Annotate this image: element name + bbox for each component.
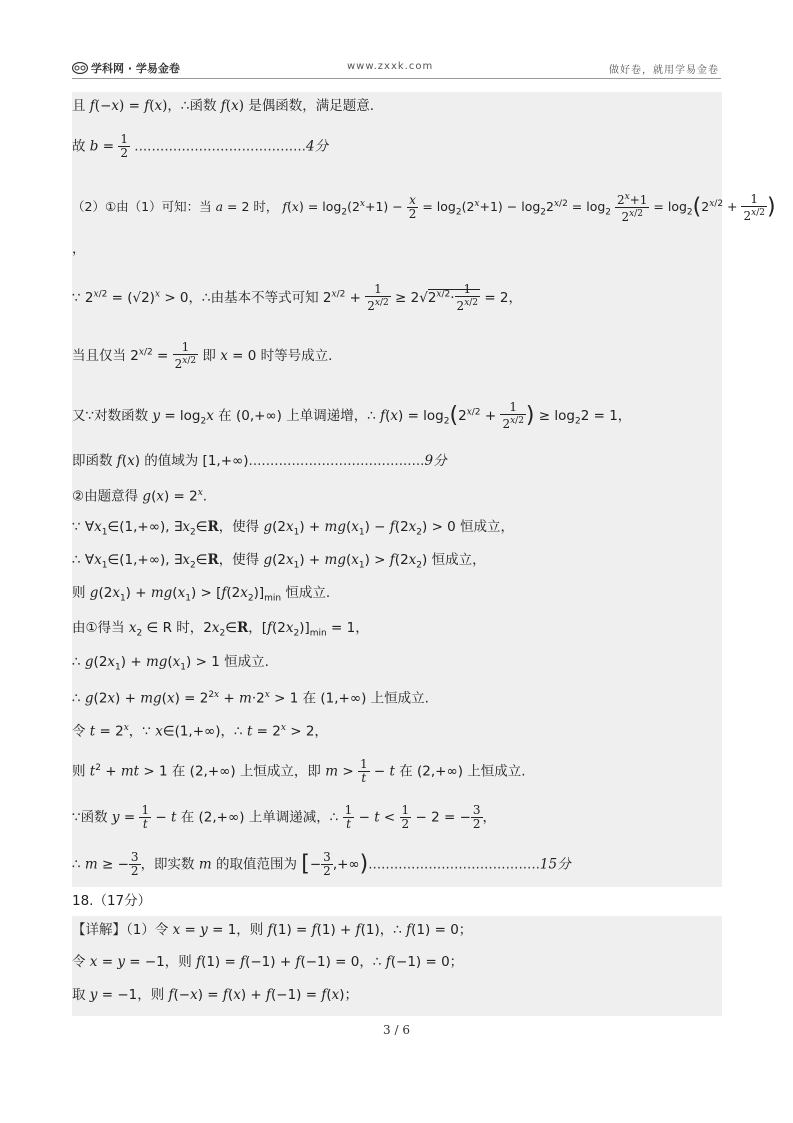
dot-leader: .........................................	[248, 453, 425, 469]
line-17: ∵函数 y = $\frac{1}{t}$ − t 在 (2,+∞) 上单调递减，∴ $\frac{1}{t}$ − t < $\frac{1}{2}$ − 2 = − $\frac{3}{2}$ ，	[72, 803, 497, 831]
line-5: 当且仅当 $2^{x/2}$ = $\frac{1}{2^{x/2}}$ 即 x = 0 时等号成立.	[72, 340, 333, 371]
header-slogan: 做好卷，就用学易金卷	[609, 65, 719, 76]
line-7: 即函数 f(x) 的值域为 [1,+∞).........................................9分	[72, 453, 447, 469]
owl-logo-icon	[72, 62, 88, 74]
line-20: 令 x = y = −1，则 f(1) = f(−1) + f(−1) = 0，∴ f(−1) = 0；	[72, 954, 464, 970]
line-8: ②由题意得 $g(x) = 2^x$.	[72, 488, 208, 505]
page-header	[72, 58, 721, 79]
line-13: ∴ $g(2x_1) + mg(x_1) > 1$ 恒成立.	[72, 654, 269, 673]
score-mark: 15分	[539, 856, 571, 873]
line-1: 且 f(−x) = f(x)，∴函数 f(x) 是偶函数，满足题意.	[72, 98, 375, 114]
site-url: www.zxxk.com	[347, 61, 434, 72]
line-16: 则 $t^2$ + mt > 1 在 (2,+∞) 上恒成立，即 m > $\frac{1}{t}$ − t 在 (2,+∞) 上恒成立.	[72, 757, 526, 785]
logo-text: 学科网 · 学易金卷	[91, 62, 180, 75]
line-21: 取 y = −1，则 f(−x) = f(x) + f(−1) = f(x)；	[72, 987, 359, 1003]
line-19: 【详解】（1）令 x = y = 1，则 f(1) = f(1) + f(1)，∴ f(1) = 0；	[72, 922, 473, 938]
line-18: ∴ m ≥ − $\frac{3}{2}$ ，即实数 m 的取值范围为 [− $\frac{3}{2}$ ,+∞)........................................15分	[72, 850, 571, 878]
line-10: ∴ $\forall x_1\in(1,+\infty)$, $\exists x_2\in R$，使得 $g(2x_1) + mg(x_1) > f(2x_2)$ 恒成立，	[72, 552, 486, 571]
line-11: 则 $g(2x_1) + mg(x_1) > [f(2x_2)]_{min}$ 恒成立.	[72, 585, 331, 604]
line-4: ∵ $2^{x/2} = (√2)^x > 0$，∴由基本不等式可知 $2^{x/2}$ + $\frac{1}{2^{x/2}}$ ≥ $2√2^{x/2}\cdot$ $\frac{1}{2^{x/2}}$ = 2，	[72, 282, 523, 313]
dot-leader: ........................................	[134, 138, 306, 155]
line-3-comma: ，	[72, 241, 86, 257]
line-14: ∴ $g(2x) + mg(x) = 2^{2x} + m\cdot 2^x > 1$ 在 (1,+∞) 上恒成立.	[72, 690, 429, 707]
line-3: （2）①由（1）可知：当 a = 2 时， $f(x) = \log_2(2^x+1)$ − $\frac{x}{2}$ = $\log_2(2^x+1) - \log_22^{x/2} = \log_2$ $\frac{2^x+1}{2^{x/2}}$ = $\log_2(2^{x/2}$ + $\frac{1}{2^{x/2}}$ )	[72, 191, 776, 224]
line-15: 令 $t = 2^x$，∵ x∈(1,+∞)，∴ $t = 2^x > 2$，	[72, 723, 328, 740]
brand-logo	[72, 60, 180, 76]
line-2: 故 b = $\frac{1}{2}$ ........................................4分	[72, 132, 329, 160]
page-number: 3 / 6	[383, 1023, 410, 1037]
score-mark: 9分	[424, 453, 447, 469]
line-9: ∵ $\forall x_1\in(1,+\infty)$, $\exists x_2\in R$，使得 $g(2x_1) + mg(x_1) - f(2x_2) > 0$ 恒成立，	[72, 519, 515, 538]
question-18-heading: 18.（17分）	[72, 893, 152, 909]
line-6: 又∵对数函数 $y = \log_2x$ 在 (0,+∞) 上单调递增，∴ $f(x) = \log_2(2^{x/2}$ + $\frac{1}{2^{x/2}}$ ) ≥ $\log_22 = 1$，	[72, 400, 632, 431]
score-mark: 4分	[305, 138, 329, 155]
fraction: $\frac{1}{2}$	[120, 132, 128, 160]
dot-leader: ........................................	[368, 856, 540, 873]
line-12: 由①得当 $x_2$ ∈ R 时，$2x_2\in R$，$[f(2x_2)]_{min} = 1$，	[72, 620, 369, 639]
